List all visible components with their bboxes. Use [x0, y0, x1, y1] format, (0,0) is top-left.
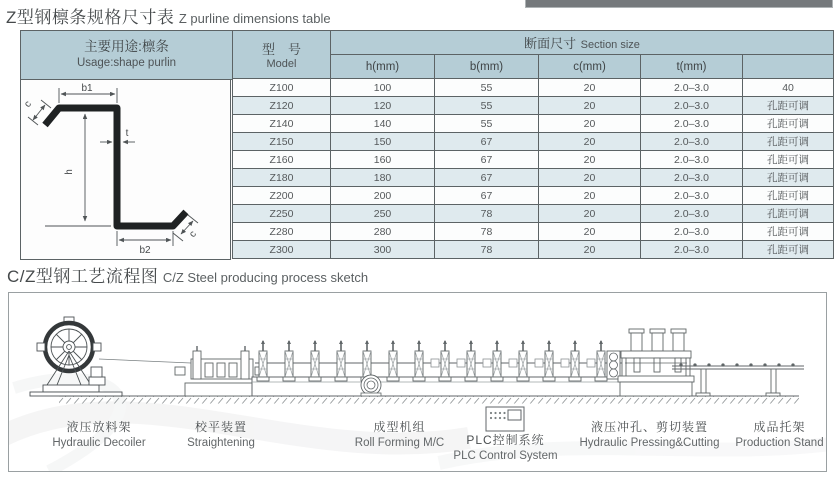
station-label-straightening [151, 420, 291, 451]
table-row [233, 151, 834, 169]
table-cell: 20 [539, 133, 641, 151]
table-cell: 20 [539, 187, 641, 205]
station-en: PLC Control System [453, 449, 558, 462]
table-cell: 200 [331, 187, 435, 205]
table-cell: Z160 [233, 151, 331, 169]
station-zh: 液压冲孔、剪切装置 [590, 420, 708, 434]
table-row [233, 97, 834, 115]
table-cell: 100 [331, 79, 435, 97]
station-en: Hydraulic Pressing&Cutting [579, 436, 720, 449]
table-cell: 20 [539, 97, 641, 115]
col-header-c: c(mm) [539, 55, 641, 79]
dim-label-b2: b2 [139, 245, 151, 256]
table-body [233, 79, 834, 259]
table-cell: 150 [331, 133, 435, 151]
table-cell: 2.0–3.0 [641, 205, 743, 223]
usage-label-zh: 主要用途:檩条 [84, 39, 169, 55]
col-header-extra [743, 55, 834, 79]
table-cell: 67 [435, 151, 539, 169]
col-header-b: b(mm) [435, 55, 539, 79]
table-cell: 20 [539, 169, 641, 187]
plc-control-panel-icon [486, 407, 524, 431]
dim-label-c-bottom: c [187, 228, 199, 240]
table-cell: 250 [331, 205, 435, 223]
col-header-h: h(mm) [331, 55, 435, 79]
section-header-en: Section size [580, 38, 640, 51]
table-cell: 67 [435, 187, 539, 205]
station-zh: 成型机组 [373, 420, 426, 434]
table-cell: Z250 [233, 205, 331, 223]
table-cell: Z280 [233, 223, 331, 241]
table-cell: 孔距可调 [743, 115, 834, 133]
table-cell: Z120 [233, 97, 331, 115]
table-row [233, 241, 834, 259]
table-row [233, 187, 834, 205]
col-header-t: t(mm) [641, 55, 743, 79]
cropped-top-right-bar [525, 0, 833, 8]
table-cell: 孔距可调 [743, 133, 834, 151]
table-cell: 120 [331, 97, 435, 115]
table-cell: 78 [435, 223, 539, 241]
table-cell: 78 [435, 241, 539, 259]
table-row [233, 205, 834, 223]
dim-label-c-top: c [22, 98, 34, 110]
table-cell: 20 [539, 205, 641, 223]
table-cell: 160 [331, 151, 435, 169]
table-cell: 孔距可调 [743, 205, 834, 223]
table-cell: 140 [331, 115, 435, 133]
table-cell: 40 [743, 79, 834, 97]
table-cell: Z100 [233, 79, 331, 97]
table-cell: 20 [539, 79, 641, 97]
table-cell: 2.0–3.0 [641, 97, 743, 115]
table-cell: 2.0–3.0 [641, 223, 743, 241]
table-cell: 55 [435, 97, 539, 115]
model-header-en: Model [266, 58, 297, 70]
dim-b2 [117, 231, 173, 246]
roll-forming-drawing [252, 340, 627, 396]
table-cell: 67 [435, 169, 539, 187]
section-header-zh: 断面尺寸 [524, 35, 577, 51]
station-en: Roll Forming M/C [354, 436, 445, 449]
usage-header-cell [20, 30, 233, 80]
table-cell: 2.0–3.0 [641, 241, 743, 259]
table-row [233, 223, 834, 241]
table-cell: 300 [331, 241, 435, 259]
station-zh: 液压放料架 [66, 420, 132, 434]
z-profile-diagram [20, 79, 231, 260]
sketch-title-en: C/Z Steel producing process sketch [162, 270, 369, 285]
station-label-production-stand [697, 420, 835, 451]
station-en: Production Stand [735, 436, 824, 449]
table-cell: 20 [539, 151, 641, 169]
station-en: Hydraulic Decoiler [52, 436, 146, 449]
process-sketch-panel [8, 292, 827, 472]
z-section-outline [45, 108, 186, 226]
table-cell: 2.0–3.0 [641, 79, 743, 97]
table-cell: 78 [435, 205, 539, 223]
table-cell: 孔距可调 [743, 97, 834, 115]
table-cell: 孔距可调 [743, 241, 834, 259]
steel-strip-line [99, 359, 191, 363]
table-row [233, 115, 834, 133]
dim-label-h: h [64, 169, 75, 175]
table-cell: 20 [539, 223, 641, 241]
table-cell: 2.0–3.0 [641, 115, 743, 133]
table-cell: 55 [435, 115, 539, 133]
table-cell: 2.0–3.0 [641, 151, 743, 169]
model-header-zh: 型 号 [261, 42, 301, 57]
table-cell: 孔距可调 [743, 169, 834, 187]
section-size-header [331, 31, 834, 55]
table-cell: 2.0–3.0 [641, 169, 743, 187]
table-cell: Z300 [233, 241, 331, 259]
table-cell: 55 [435, 79, 539, 97]
table-row [233, 79, 834, 97]
dim-h [45, 114, 111, 226]
dimensions-table [232, 30, 834, 259]
station-zh: 校平装置 [194, 420, 247, 434]
table-row [233, 169, 834, 187]
table-cell: 孔距可调 [743, 187, 834, 205]
table-cell: 20 [539, 241, 641, 259]
table-section-title [6, 3, 331, 28]
table-row [233, 133, 834, 151]
table-cell: 20 [539, 115, 641, 133]
usage-label-en: Usage:shape purlin [76, 57, 177, 70]
table-title-en: Z purline dimensions table [178, 11, 331, 26]
table-cell: 67 [435, 133, 539, 151]
station-zh: 成品托架 [753, 420, 806, 434]
table-cell: 孔距可调 [743, 151, 834, 169]
table-cell: Z180 [233, 169, 331, 187]
table-cell: 280 [331, 223, 435, 241]
dim-label-b1: b1 [81, 83, 93, 94]
sketch-section-title [7, 262, 368, 287]
press-cutter-drawing [618, 329, 694, 396]
table-cell: 孔距可调 [743, 223, 834, 241]
table-cell: Z150 [233, 133, 331, 151]
table-cell: 2.0–3.0 [641, 187, 743, 205]
ground [59, 396, 799, 404]
table-cell: Z200 [233, 187, 331, 205]
table-cell: Z140 [233, 115, 331, 133]
table-header [233, 31, 834, 79]
model-column-header [233, 31, 331, 79]
table-title-zh: Z型钢檩条规格尺寸表 [6, 8, 175, 27]
dim-label-t: t [125, 128, 129, 139]
sketch-title-zh: C/Z型钢工艺流程图 [7, 267, 159, 286]
table-cell: 180 [331, 169, 435, 187]
station-zh: PLC控制系统 [466, 433, 545, 447]
table-cell: 2.0–3.0 [641, 133, 743, 151]
station-en: Straightening [187, 436, 255, 449]
z-profile-drawing [21, 80, 230, 259]
